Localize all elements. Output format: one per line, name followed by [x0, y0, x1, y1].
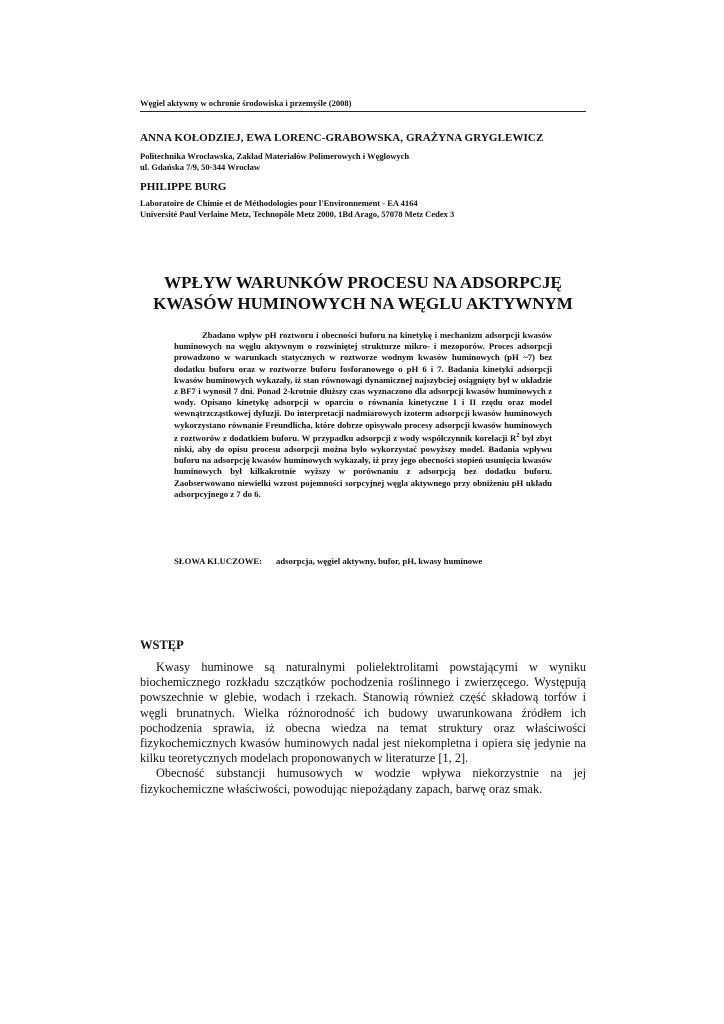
abstract-text-part-1: Zbadano wpływ pH roztworu i obecności buforu na kinetykę i mechanizm adsorpcji kwasów huminowych na węglu aktywnym o rozwiniętej strukturze mikro- i mezoporów. Proces adsorpcji prowadzono w warunkach statycznych w roztworze wodnym kwasów huminowych (pH ~7) bez dodatku buforu oraz w roztworze buforu fosforanowego o pH 6 i 7. Badania kinetyki adsorpcji kwasów huminowych wykazały, iż stan równowagi dynamicznej najszybciej osiągnięty był w układzie z BF7 i wynosił 7 dni. Ponad 2-krotnie dłuższy czas wyznaczono dla adsorpcji kwasów huminowych z wody. Opisano kinetykę adsorpcji w oparciu o równania kinetyczne I i II rzędu oraz model wewnątrzcząstkowej dyfuzji. Do interpretacji nadmiarowych izoterm adsorpcji kwasów huminowych wykorzystano równanie Freundlicha, które dobrze opisywało procesy adsorpcji kwasów huminowych z roztworów z dodatkiem buforu. W przypadku adsorpcji z wody współczynnik korelacji R: [174, 330, 552, 443]
affiliation-2-line-1: Laboratoire de Chimie et de Méthodologies pour l'Environnement - EA 4164: [140, 198, 418, 208]
paper-title-line-1: WPŁYW WARUNKÓW PROCESU NA ADSORPCJĘ: [164, 273, 562, 292]
r-squared-superscript: 2: [516, 432, 520, 439]
paper-title: [140, 272, 586, 314]
affiliation-1: [140, 151, 586, 173]
introduction-body: [140, 660, 586, 797]
keywords-label: SŁOWA KLUCZOWE:: [174, 556, 263, 566]
paper-title-line-2: KWASÓW HUMINOWYCH NA WĘGLU AKTYWNYM: [153, 294, 573, 313]
affiliation-2-line-2: Université Paul Verlaine Metz, Technopôle Metz 2000, 1Bd Arago, 57078 Metz Cedex 3: [140, 209, 455, 219]
running-header: Węgiel aktywny w ochronie środowiska i przemyśle (2008): [140, 98, 586, 112]
introduction-paragraph-2: Obecność substancji humusowych w wodzie wpływa niekorzystnie na jej fizykochemiczne właściwości, powodując niepożądany zapach, barwę oraz smak.: [140, 766, 586, 796]
second-author: PHILIPPE BURG: [140, 181, 227, 193]
affiliation-1-line-2: ul. Gdańska 7/9, 50-344 Wrocław: [140, 162, 260, 172]
affiliation-2: [140, 198, 586, 220]
introduction-paragraph-1: Kwasy huminowe są naturalnymi polielektrolitami powstającymi w wyniku biochemicznego rozkładu szczątków pochodzenia roślinnego i zwierzęcego. Występują powszechnie w glebie, wodach i rzekach. Stanowią również część składową torfów i węgli brunatnych. Wielka różnorodność ich budowy uwarunkowana źródłem ich pochodzenia sprawia, iż obecna wiedza na temat struktury oraz właściwości fizykochemicznych kwasów huminowych nadal jest niekompletna i opiera się jedynie na kilku teoretycznych modelach proponowanych w literaturze [1, 2].: [140, 660, 586, 766]
abstract-text-part-2: był zbyt niski, aby do opisu procesu adsorpcji można było wykorzystać powyższy model. Badania wpływu buforu na adsorpcję kwasów huminowych wykazały, iż przy jego obecności stopień usunięcia kwasów huminowych był kilkakrotnie wyższy w porównaniu z adsorpcją bez dodatku buforu. Zaobserwowano niewielki wzrost pojemności sorpcyjnej węgla aktywnego przy obniżeniu pH układu adsorpcyjnego z 7 do 6.: [174, 432, 552, 499]
keywords-value: adsorpcja, węgiel aktywny, bufor, pH, kwasy huminowe: [276, 556, 483, 566]
abstract: [174, 330, 552, 500]
section-heading-introduction: WSTĘP: [140, 638, 184, 652]
author-list: ANNA KOŁODZIEJ, EWA LORENC-GRABOWSKA, GRAŻYNA GRYGLEWICZ: [140, 132, 544, 144]
affiliation-1-line-1: Politechnika Wrocławska, Zakład Materiałów Polimerowych i Węglowych: [140, 151, 410, 161]
